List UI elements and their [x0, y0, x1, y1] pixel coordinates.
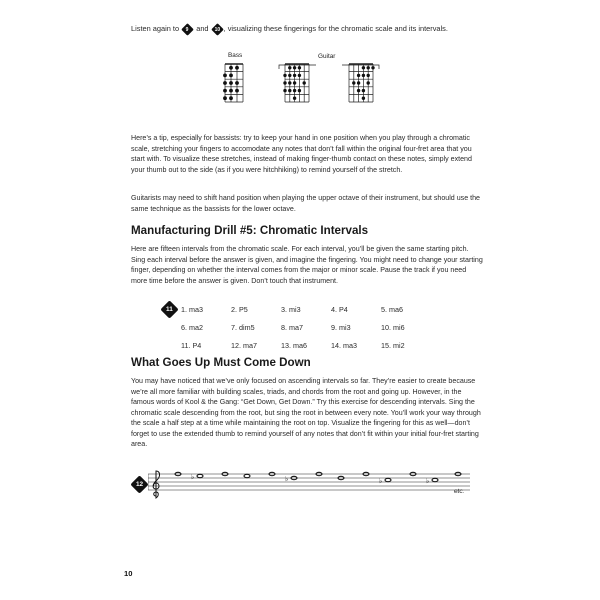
track-10-badge: 10 [211, 23, 224, 36]
interval-item: 9. mi3 [331, 323, 351, 332]
guitar-label: Guitar [318, 53, 336, 60]
interval-item: 13. ma6 [281, 341, 307, 350]
bass-label: Bass [228, 52, 243, 59]
intro-line [131, 24, 448, 34]
guitarist-paragraph: Guitarists may need to shift hand position when playing the upper octave of their instrument, but should use the same technique as the bassists for the lower octave. [131, 194, 480, 213]
interval-item: 12. ma7 [231, 341, 257, 350]
interval-item: 15. mi2 [381, 341, 405, 350]
track-9-badge: 9 [181, 23, 194, 36]
guitar-fretboard-diagram-2 [346, 62, 376, 104]
etc-label: etc. [454, 488, 465, 495]
interval-item: 6. ma2 [181, 323, 203, 332]
page-number: 10 [124, 569, 133, 578]
drill-instructions: Here are fifteen intervals from the chromatic scale. For each interval, you’ll be given the same starting pitch. Sing each interval before the answer is given, and imagine the fingering. You might need to change your starting finger, depending on whether the interval comes from the major or minor scale. Pause the track if you need more time before the answer is given. Don’t touch that instrument. [131, 245, 483, 285]
music-staff [148, 470, 474, 505]
interval-item: 2. P5 [231, 305, 248, 314]
track-11-badge: 11 [160, 300, 178, 318]
intro-middle: and [196, 24, 209, 33]
drill-heading: Manufacturing Drill #5: Chromatic Intervals [131, 224, 369, 237]
descending-paragraph: You may have noticed that we’ve only focused on ascending intervals so far. They’re easier to create because we’re all more familiar with building scales, triads, and chords from the root and going up. However, in the famous words of Kool & the Gang: “Get Down, Get Down.” Try this exercise for descending intervals. Sing the chromatic scale descending from the root, but sing the root in between every note. You’ll work your way through the scale a half step at a time while maintaining the root on top. Visualize the fingering for this as well—don’t forget to use the extended thumb to remind yourself of any notes that don’t fit within your initial four-fret starting area. [131, 377, 481, 448]
section-heading-down: What Goes Up Must Come Down [131, 356, 311, 369]
bassist-tip-paragraph: Here’s a tip, especially for bassists: try to keep your hand in one position when you play through a chromatic scale, stretching your fingers to accomodate any notes that don’t fall within the original four-fret area that you start with. To visualize these stretches, instead of making finger-thumb contact on these notes, simply extend your thumb out to the side (as if you were hitchhiking) to remind yourself of the stretch. [131, 134, 472, 174]
intro-prefix: Listen again to [131, 24, 180, 33]
interval-item: 3. mi3 [281, 305, 301, 314]
svg-text:♭: ♭ [426, 477, 430, 485]
interval-item: 4. P4 [331, 305, 348, 314]
svg-text:♭: ♭ [379, 477, 383, 485]
interval-item: 1. ma3 [181, 305, 203, 314]
svg-text:♭: ♭ [191, 473, 195, 481]
interval-item: 11. P4 [181, 341, 202, 350]
interval-item: 7. dim5 [231, 323, 255, 332]
svg-text:♭: ♭ [285, 475, 289, 483]
interval-item: 5. ma6 [381, 305, 403, 314]
interval-item: 10. mi6 [381, 323, 405, 332]
bass-fretboard-diagram [222, 62, 246, 104]
intro-suffix: , visualizing these fingerings for the chromatic scale and its intervals. [223, 24, 448, 33]
interval-item: 14. ma3 [331, 341, 357, 350]
interval-item: 8. ma7 [281, 323, 303, 332]
guitar-fretboard-diagram-1 [282, 62, 312, 104]
track-12-badge: 12 [130, 475, 148, 493]
